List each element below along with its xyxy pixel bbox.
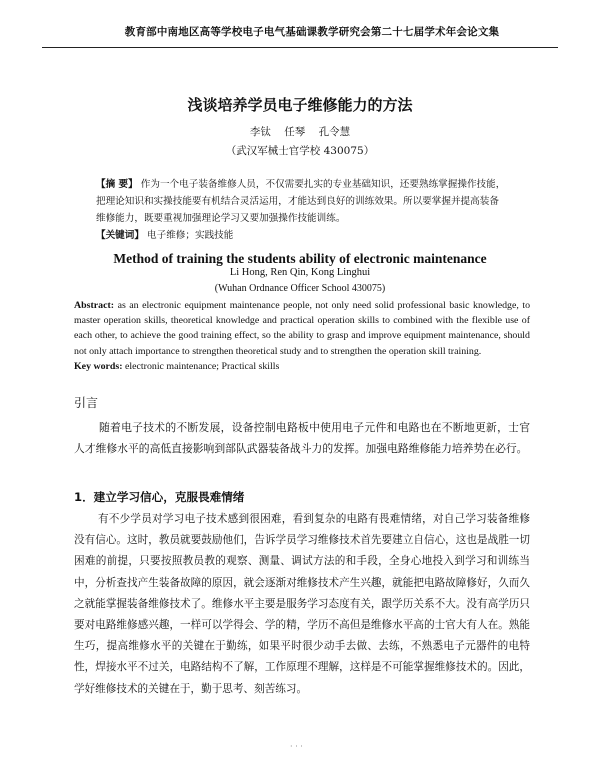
header-rule [42,47,558,48]
paper-title: 浅谈培养学员电子维修能力的方法 [187,96,413,114]
section-1-paragraph: 有不少学员对学习电子技术感到很困难，看到复杂的电路有畏难情绪，对自己学习装备维修没有信心。这时，教员就要鼓励他们，告诉学员学习维修技术首先要建立自信心，这也是战胜一切困难的前提，只要按照教员教的观察、测量、调试方法的和手段，全身心地投入到学习和训练当中，分析查找产生装备故障的原因，就会逐渐对维修技术产生兴趣，就能把电路故障修好，久而久之就能掌握装备维修技术了。维修水平主要是服务学习态度有关，跟学历关系不大。没有高学历只要对电路维修感兴趣，一样可以学得会、学的精，学历不高但是维修水平高的士官大有人在。熟能生巧，提高维修水平的关键在于勤练，如果平时很少动手去做、去练，不熟悉电子元器件的电特性，焊接水平不过关，电路结构不了解，工作原理不理解，这样是不可能掌握维修技术的。因此，学好维修技术的关键在于，勤于思考、刻苦练习。 [74,513,530,695]
english-abstract [74,298,530,359]
keywords-zh-text: 电子维修；实践技能 [147,230,234,241]
english-keywords-text: electronic maintenance; Practical skills [125,361,280,372]
english-abstract-text: as an electronic equipment maintenance people, not only need solid professional basic knowledge, to master operation skills, theoretical knowledge and practical operation skills to combined with the flexible use of each other, to achieve the good training effect, so the ability to grasp and improve equipment maintenance, should not only attach importance to strengthen theoretical study and to strengthen the operation skill training. [74,300,531,357]
english-abstract-label: Abstract: [74,300,115,311]
abstract-zh-text: 作为一个电子装备维修人员，不仅需要扎实的专业基础知识，还要熟练掌握操作技能，把理论知识和实操技能要有机结合灵活运用，才能达到良好的训练效果。所以要掌握并提高装备维修能力，既要重视加强理论学习又要加强操作技能训练。 [96,179,506,224]
english-affiliation: (Wuhan Ordnance Officer School 430075) [214,283,386,294]
keywords-zh [96,227,506,244]
english-keywords [74,359,530,374]
intro-paragraph: 随着电子技术的不断发展，设备控制电路板中使用电子元件和电路也在不断地更新，士官人才维修水平的高低直接影响到部队武器装备战斗力的发挥。加强电路维修能力培养势在必行。 [74,421,530,455]
keywords-zh-label: 【关键词】 [96,230,144,241]
authors: 李钛 任琴 孔令慧 [249,126,351,138]
english-title: Method of training the students ability of electronic maintenance [113,251,487,266]
running-header: 教育部中南地区高等学校电子电气基础课教学研究会第二十七届学术年会论文集 [124,26,500,38]
abstract-zh [96,176,506,227]
page-footer-mark: · · · [290,742,303,751]
intro-heading: 引言 [74,396,99,410]
affiliation: （武汉军械士官学校 430075） [225,145,375,157]
english-authors: Li Hong, Ren Qin, Kong Linghui [229,267,371,278]
abstract-zh-label: 【摘 要】 [96,179,138,190]
section-1-heading: 1．建立学习信心，克服畏难情绪 [74,490,245,504]
english-keywords-label: Key words: [74,361,123,372]
